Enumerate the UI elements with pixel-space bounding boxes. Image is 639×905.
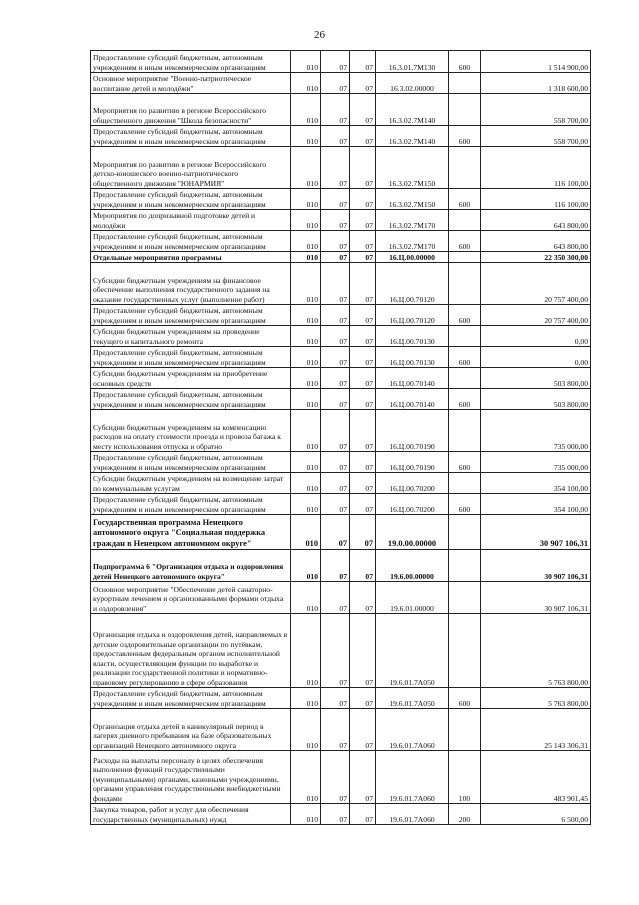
- row-vr-cell: 600: [449, 389, 481, 410]
- row-vr-cell: [449, 473, 481, 494]
- row-amount-cell: 5 763 800,00: [481, 688, 591, 709]
- row-rz-cell: 07: [321, 494, 350, 515]
- row-gr-cell: 010: [291, 51, 321, 73]
- table-row: [91, 252, 591, 263]
- row-pr-cell: 07: [350, 494, 376, 515]
- row-pr-cell: 07: [350, 550, 376, 582]
- row-name-cell: Предоставление субсидий бюджетным, автономным учреждениям и иным некоммерческим организациям: [91, 688, 291, 709]
- row-pr-cell: 07: [350, 688, 376, 709]
- row-rz-cell: 07: [321, 94, 350, 126]
- row-pr-cell: 07: [350, 305, 376, 326]
- row-rz-cell: 07: [321, 452, 350, 473]
- row-amount-cell: 1 514 900,00: [481, 51, 591, 73]
- page-number: 26: [314, 29, 325, 41]
- row-gr-cell: 010: [291, 126, 321, 147]
- row-pr-cell: 07: [350, 751, 376, 804]
- row-gr-cell: 010: [291, 263, 321, 305]
- row-csr-cell: 16.3.02.7М140: [376, 94, 449, 126]
- row-amount-cell: 503 800,00: [481, 389, 591, 410]
- row-vr-cell: [449, 410, 481, 452]
- row-rz-cell: 07: [321, 751, 350, 804]
- row-pr-cell: 07: [350, 452, 376, 473]
- row-gr-cell: 010: [291, 751, 321, 804]
- row-pr-cell: 07: [350, 515, 376, 550]
- row-vr-cell: 600: [449, 126, 481, 147]
- row-pr-cell: 07: [350, 368, 376, 389]
- row-rz-cell: 07: [321, 473, 350, 494]
- table-row: [91, 614, 591, 688]
- row-amount-cell: 483 901,45: [481, 751, 591, 804]
- row-rz-cell: 07: [321, 410, 350, 452]
- row-amount-cell: 643 800,00: [481, 231, 591, 252]
- row-csr-cell: 16.3.01.7М130: [376, 51, 449, 73]
- row-rz-cell: 07: [321, 389, 350, 410]
- row-gr-cell: 010: [291, 494, 321, 515]
- row-name-cell: Основное мероприятие "Военно-патриотическое воспитание детей и молодёжи": [91, 73, 291, 94]
- row-amount-cell: 30 907 106,31: [481, 550, 591, 582]
- row-amount-cell: 354 100,00: [481, 473, 591, 494]
- row-csr-cell: 19.6.01.7А050: [376, 688, 449, 709]
- row-rz-cell: 07: [321, 326, 350, 347]
- table-row: [91, 515, 591, 550]
- row-amount-cell: 22 350 300,00: [481, 252, 591, 263]
- row-pr-cell: 07: [350, 614, 376, 688]
- row-vr-cell: 600: [449, 452, 481, 473]
- row-csr-cell: 19.6.00.00000: [376, 550, 449, 582]
- table-row: [91, 73, 591, 94]
- row-csr-cell: 16.Ц.00.70120: [376, 263, 449, 305]
- row-csr-cell: 19.6.01.7А060: [376, 751, 449, 804]
- row-vr-cell: [449, 252, 481, 263]
- table-row: [91, 305, 591, 326]
- row-vr-cell: [449, 326, 481, 347]
- row-vr-cell: 600: [449, 231, 481, 252]
- table-row: [91, 473, 591, 494]
- row-gr-cell: 010: [291, 94, 321, 126]
- table-row: [91, 751, 591, 804]
- row-pr-cell: 07: [350, 263, 376, 305]
- row-rz-cell: 07: [321, 51, 350, 73]
- row-csr-cell: 16.3.02.7М150: [376, 189, 449, 210]
- row-name-cell: Организация отдыха и оздоровления детей, направляемых в детские оздоровительные организации по путёвкам, предоставленным федеральным органом исполнительной власти, осуществляющим функции по выработке и реализации государственной политики и нормативно-правовому регулированию в сфере образования: [91, 614, 291, 688]
- row-pr-cell: 07: [350, 147, 376, 189]
- row-csr-cell: 16.Ц.00.70130: [376, 326, 449, 347]
- row-gr-cell: 010: [291, 347, 321, 368]
- row-vr-cell: [449, 210, 481, 231]
- row-pr-cell: 07: [350, 252, 376, 263]
- row-vr-cell: [449, 582, 481, 614]
- row-pr-cell: 07: [350, 389, 376, 410]
- row-csr-cell: 16.Ц.00.70200: [376, 473, 449, 494]
- row-gr-cell: 010: [291, 147, 321, 189]
- row-csr-cell: 19.6.01.7А060: [376, 709, 449, 751]
- row-gr-cell: 010: [291, 73, 321, 94]
- table-row: [91, 210, 591, 231]
- row-name-cell: Основное мероприятие "Обеспечение детей санаторно-курортным лечением и организованными формами отдыха и оздоровления": [91, 582, 291, 614]
- row-csr-cell: 19.6.01.00000: [376, 582, 449, 614]
- row-csr-cell: 16.3.02.7М140: [376, 126, 449, 147]
- row-gr-cell: 010: [291, 688, 321, 709]
- row-pr-cell: 07: [350, 410, 376, 452]
- row-rz-cell: 07: [321, 189, 350, 210]
- row-name-cell: Организация отдыха детей в каникулярный период в лагерях дневного пребывания на базе образовательных организаций Ненецкого автономного округа: [91, 709, 291, 751]
- row-amount-cell: 354 100,00: [481, 494, 591, 515]
- row-amount-cell: 1 318 600,00: [481, 73, 591, 94]
- table-row: [91, 550, 591, 582]
- row-name-cell: Предоставление субсидий бюджетным, автономным учреждениям и иным некоммерческим организациям: [91, 126, 291, 147]
- row-gr-cell: 010: [291, 452, 321, 473]
- row-vr-cell: 600: [449, 688, 481, 709]
- table-row: [91, 231, 591, 252]
- row-gr-cell: 010: [291, 231, 321, 252]
- row-csr-cell: 19.6.01.7А050: [376, 614, 449, 688]
- row-vr-cell: [449, 94, 481, 126]
- row-rz-cell: 07: [321, 347, 350, 368]
- row-csr-cell: 16.3.02.7М150: [376, 147, 449, 189]
- row-pr-cell: 07: [350, 126, 376, 147]
- row-amount-cell: 735 000,00: [481, 452, 591, 473]
- row-amount-cell: 5 763 800,00: [481, 614, 591, 688]
- table-row: [91, 368, 591, 389]
- table-row: [91, 688, 591, 709]
- row-name-cell: Субсидии бюджетным учреждениям на возмещение затрат по коммунальным услугам: [91, 473, 291, 494]
- row-pr-cell: 07: [350, 73, 376, 94]
- row-pr-cell: 07: [350, 473, 376, 494]
- row-rz-cell: 07: [321, 252, 350, 263]
- row-gr-cell: 010: [291, 804, 321, 825]
- row-name-cell: Мероприятия по развитию в регионе Всероссийского общественного движения "Школа безопасности": [91, 94, 291, 126]
- row-name-cell: Закупка товаров, работ и услуг для обеспечения государственных (муниципальных) нужд: [91, 804, 291, 825]
- row-pr-cell: 07: [350, 709, 376, 751]
- row-csr-cell: 16.Ц.00.70190: [376, 452, 449, 473]
- row-csr-cell: 16.Ц.00.70120: [376, 305, 449, 326]
- row-rz-cell: 07: [321, 210, 350, 231]
- row-csr-cell: 16.Ц.00.70200: [376, 494, 449, 515]
- table-row: [91, 582, 591, 614]
- row-gr-cell: 010: [291, 582, 321, 614]
- row-vr-cell: [449, 263, 481, 305]
- row-gr-cell: 010: [291, 614, 321, 688]
- row-gr-cell: 010: [291, 515, 321, 550]
- row-name-cell: Предоставление субсидий бюджетным, автономным учреждениям и иным некоммерческим организациям: [91, 305, 291, 326]
- table-row: [91, 263, 591, 305]
- row-vr-cell: [449, 515, 481, 550]
- row-name-cell: Отдельные мероприятия программы: [91, 252, 291, 263]
- row-amount-cell: 503 800,00: [481, 368, 591, 389]
- row-amount-cell: 0,00: [481, 326, 591, 347]
- row-pr-cell: 07: [350, 582, 376, 614]
- row-vr-cell: [449, 73, 481, 94]
- row-amount-cell: 558 700,00: [481, 94, 591, 126]
- row-amount-cell: 20 757 400,00: [481, 263, 591, 305]
- row-csr-cell: 16.3.02.00000: [376, 73, 449, 94]
- row-gr-cell: 010: [291, 368, 321, 389]
- row-name-cell: Предоставление субсидий бюджетным, автономным учреждениям и иным некоммерческим организациям: [91, 189, 291, 210]
- row-rz-cell: 07: [321, 614, 350, 688]
- row-gr-cell: 010: [291, 305, 321, 326]
- table-row: [91, 147, 591, 189]
- row-vr-cell: 600: [449, 189, 481, 210]
- row-gr-cell: 010: [291, 709, 321, 751]
- row-amount-cell: 25 143 306,31: [481, 709, 591, 751]
- row-vr-cell: [449, 368, 481, 389]
- row-name-cell: Мероприятия по допризывной подготовке детей и молодёжи: [91, 210, 291, 231]
- row-rz-cell: 07: [321, 231, 350, 252]
- row-vr-cell: 100: [449, 751, 481, 804]
- row-vr-cell: 600: [449, 347, 481, 368]
- row-name-cell: Субсидии бюджетным учреждениям на компенсацию расходов на оплату стоимости проезда и провоза багажа к месту использования отпуска и обратно: [91, 410, 291, 452]
- row-rz-cell: 07: [321, 709, 350, 751]
- row-rz-cell: 07: [321, 263, 350, 305]
- table-row: [91, 189, 591, 210]
- row-csr-cell: 16.Ц.00.70140: [376, 368, 449, 389]
- row-name-cell: Субсидии бюджетным учреждениям на проведение текущего и капитального ремонта: [91, 326, 291, 347]
- row-gr-cell: 010: [291, 252, 321, 263]
- table-row: [91, 494, 591, 515]
- row-name-cell: Расходы на выплаты персоналу в целях обеспечения выполнения функций государственными (муниципальными) органами, казенными учреждениями, органами управления государственными внебюджетными фондами: [91, 751, 291, 804]
- row-csr-cell: 19.6.01.7А060: [376, 804, 449, 825]
- row-name-cell: Субсидии бюджетным учреждениям на приобретение основных средств: [91, 368, 291, 389]
- row-amount-cell: 116 100,00: [481, 189, 591, 210]
- row-amount-cell: 30 907 106,31: [481, 515, 591, 550]
- row-csr-cell: 16.Ц.00.70130: [376, 347, 449, 368]
- table-row: [91, 452, 591, 473]
- row-gr-cell: 010: [291, 326, 321, 347]
- row-pr-cell: 07: [350, 189, 376, 210]
- row-vr-cell: [449, 550, 481, 582]
- row-vr-cell: [449, 709, 481, 751]
- row-rz-cell: 07: [321, 515, 350, 550]
- row-gr-cell: 010: [291, 410, 321, 452]
- row-name-cell: Субсидии бюджетным учреждениям на финансовое обеспечение выполнения государственного задания на оказание государственных услуг (выполнение работ): [91, 263, 291, 305]
- row-csr-cell: 16.Ц.00.70140: [376, 389, 449, 410]
- row-name-cell: Мероприятия по развитию в регионе Всероссийского детско-юношеского военно-патриотического общественного движения "ЮНАРМИЯ": [91, 147, 291, 189]
- row-name-cell: Государственная программа Ненецкого автономного округа "Социальная поддержка граждан в Ненецком автономном округе": [91, 515, 291, 550]
- row-gr-cell: 010: [291, 473, 321, 494]
- table-row: [91, 347, 591, 368]
- row-rz-cell: 07: [321, 582, 350, 614]
- row-rz-cell: 07: [321, 804, 350, 825]
- row-pr-cell: 07: [350, 804, 376, 825]
- row-pr-cell: 07: [350, 326, 376, 347]
- row-name-cell: Предоставление субсидий бюджетным, автономным учреждениям и иным некоммерческим организациям: [91, 452, 291, 473]
- row-rz-cell: 07: [321, 368, 350, 389]
- row-amount-cell: 6 500,00: [481, 804, 591, 825]
- row-rz-cell: 07: [321, 305, 350, 326]
- table-row: [91, 709, 591, 751]
- row-name-cell: Предоставление субсидий бюджетным, автономным учреждениям и иным некоммерческим организациям: [91, 494, 291, 515]
- row-csr-cell: 19.0.00.00000: [376, 515, 449, 550]
- row-vr-cell: 200: [449, 804, 481, 825]
- row-pr-cell: 07: [350, 210, 376, 231]
- row-rz-cell: 07: [321, 73, 350, 94]
- row-vr-cell: [449, 147, 481, 189]
- row-amount-cell: 735 000,00: [481, 410, 591, 452]
- table-row: [91, 126, 591, 147]
- row-csr-cell: 16.3.02.7М170: [376, 210, 449, 231]
- budget-table: [90, 50, 591, 825]
- row-amount-cell: 558 700,00: [481, 126, 591, 147]
- row-gr-cell: 010: [291, 210, 321, 231]
- row-gr-cell: 010: [291, 189, 321, 210]
- row-amount-cell: 116 100,00: [481, 147, 591, 189]
- row-pr-cell: 07: [350, 51, 376, 73]
- row-name-cell: Подпрограмма 6 "Организация отдыха и оздоровления детей Ненецкого автономного округа": [91, 550, 291, 582]
- row-gr-cell: 010: [291, 389, 321, 410]
- row-vr-cell: 600: [449, 51, 481, 73]
- row-amount-cell: 20 757 400,00: [481, 305, 591, 326]
- table-row: [91, 389, 591, 410]
- row-pr-cell: 07: [350, 347, 376, 368]
- row-vr-cell: 600: [449, 305, 481, 326]
- row-name-cell: Предоставление субсидий бюджетным, автономным учреждениям и иным некоммерческим организациям: [91, 389, 291, 410]
- row-rz-cell: 07: [321, 126, 350, 147]
- row-name-cell: Предоставление субсидий бюджетным, автономным учреждениям и иным некоммерческим организациям: [91, 231, 291, 252]
- row-rz-cell: 07: [321, 147, 350, 189]
- table-row: [91, 94, 591, 126]
- row-amount-cell: 30 907 106,31: [481, 582, 591, 614]
- row-csr-cell: 16.3.02.7М170: [376, 231, 449, 252]
- row-vr-cell: 600: [449, 494, 481, 515]
- row-pr-cell: 07: [350, 94, 376, 126]
- row-rz-cell: 07: [321, 550, 350, 582]
- row-csr-cell: 16.Ц.00.70190: [376, 410, 449, 452]
- row-name-cell: Предоставление субсидий бюджетным, автономным учреждениям и иным некоммерческим организациям: [91, 347, 291, 368]
- table-row: [91, 326, 591, 347]
- row-csr-cell: 16.Ц.00.00000: [376, 252, 449, 263]
- row-amount-cell: 643 800,00: [481, 210, 591, 231]
- table-row: [91, 804, 591, 825]
- row-amount-cell: 0,00: [481, 347, 591, 368]
- row-vr-cell: [449, 614, 481, 688]
- row-name-cell: Предоставление субсидий бюджетным, автономным учреждениям и иным некоммерческим организациям: [91, 51, 291, 73]
- row-gr-cell: 010: [291, 550, 321, 582]
- table-row: [91, 410, 591, 452]
- row-pr-cell: 07: [350, 231, 376, 252]
- table-row: [91, 51, 591, 73]
- row-rz-cell: 07: [321, 688, 350, 709]
